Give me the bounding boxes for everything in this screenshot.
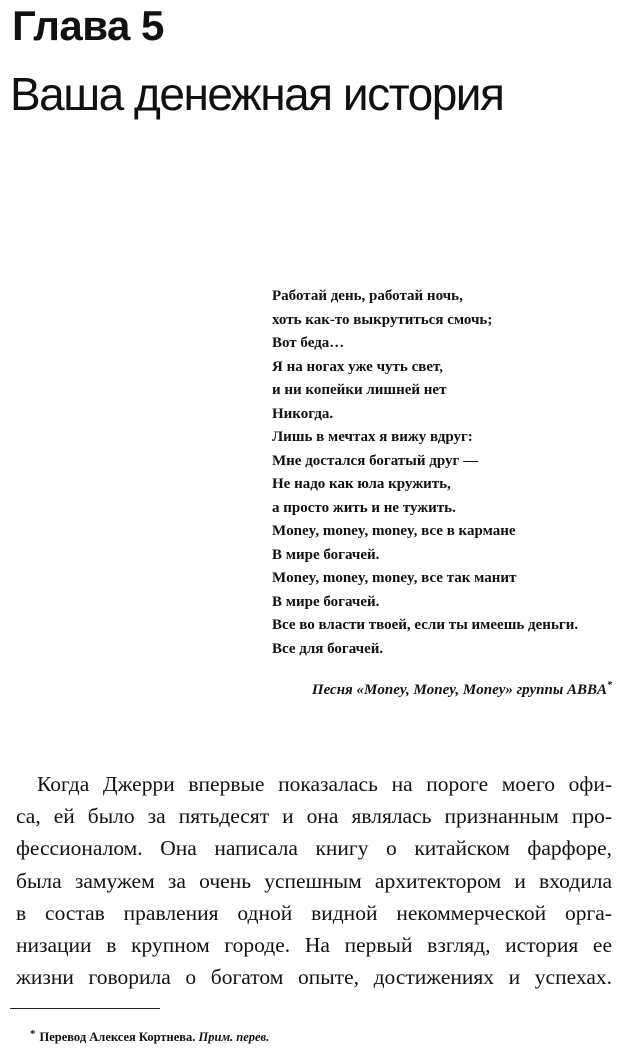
epigraph-line: Вот беда…: [272, 335, 345, 351]
footnote-reference[interactable]: *: [607, 680, 612, 691]
epigraph-line: Мне достался богатый друг —: [272, 452, 479, 469]
epigraph-line: хоть как-то выкрутиться смочь;: [272, 311, 493, 328]
epigraph-line: В мире богачей.: [272, 546, 380, 563]
footnote-text: Перевод Алексея Кортнева.: [39, 1030, 196, 1044]
epigraph-line: Money, money, money, все в кармане: [272, 523, 516, 539]
epigraph-line: Не надо как юла кружить,: [272, 476, 451, 492]
epigraph-line: Никогда.: [272, 405, 334, 422]
epigraph-line: Работай день, работай ночь,: [272, 288, 463, 304]
epigraph-line: Я на ногах уже чуть свет,: [272, 358, 443, 375]
epigraph: [272, 285, 617, 661]
epigraph-line: Лишь в мечтах я вижу вдруг:: [272, 429, 473, 445]
footnote: [30, 1026, 269, 1045]
footnote-divider: [10, 1008, 160, 1009]
chapter-number: Глава 5: [12, 2, 164, 49]
body-line: была замужем за очень успешным архитектором и входила: [16, 868, 612, 893]
body-line: Когда Джерри впервые показалась на пороге моего офи-: [37, 772, 612, 796]
epigraph-line: и ни копейки лишней нет: [272, 382, 447, 398]
body-paragraph: [16, 768, 612, 993]
footnote-mark: *: [30, 1028, 36, 1040]
epigraph-attribution: [312, 676, 612, 700]
chapter-title: Ваша денежная история: [10, 68, 504, 120]
epigraph-line: Все для богачей.: [272, 640, 384, 657]
body-line: низации в крупном городе. На первый взгляд, история ее: [16, 933, 612, 958]
body-line: са, ей было за пятьдесят и она являлась признанным про-: [16, 804, 612, 829]
footnote-note: Прим. перев.: [198, 1030, 270, 1044]
epigraph-line: Money, money, money, все так манит: [272, 570, 517, 586]
epigraph-line: Все во власти твоей, если ты имеешь деньги.: [272, 617, 579, 633]
attribution-text: Песня «Money, Money, Money» группы ABBA: [311, 682, 607, 698]
body-line: в состав правления одной видной некоммерческой орга-: [16, 900, 612, 925]
epigraph-line: а просто жить и не тужить.: [272, 499, 456, 516]
body-line: жизни говорила о богатом опыте, достижениях и успехах.: [16, 965, 612, 990]
body-line: фессионалом. Она написала книгу о китайском фарфоре,: [16, 836, 612, 861]
epigraph-line: В мире богачей.: [272, 593, 380, 610]
